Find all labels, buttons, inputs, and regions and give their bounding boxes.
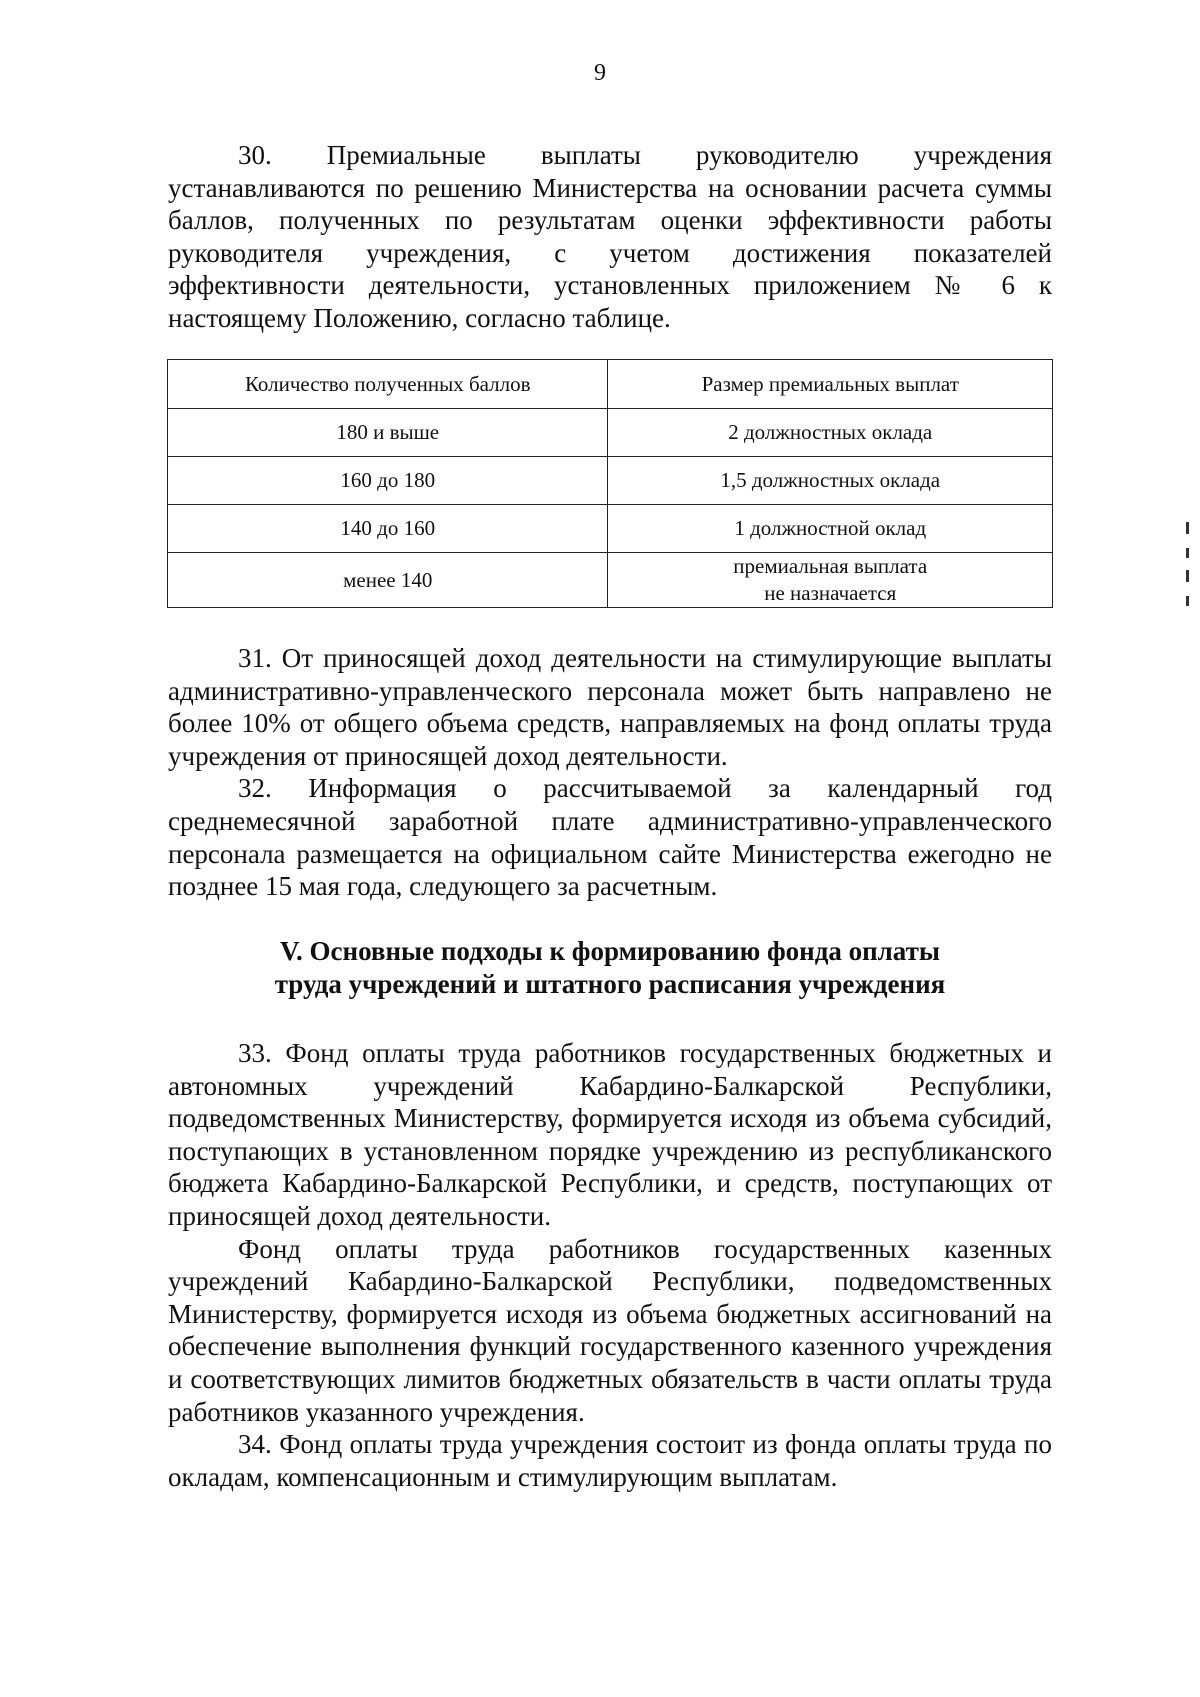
paragraph-33-continued: Фонд оплаты труда работников государственных казенных учреждений Кабардино-Балкарской Республики, подведомственных Министерству, формируется исходя из объема бюджетных ассигнований на обеспечение выполнения функций государственного казенного учреждения и соответствующих лимитов бюджетных обязательств в части оплаты труда работников указанного учреждения. xyxy=(168,1233,1052,1427)
scan-edge-mark xyxy=(1186,522,1189,534)
section-5-heading xyxy=(168,935,1052,1000)
scan-edge-mark xyxy=(1186,596,1189,606)
header-points: Количество полученных баллов xyxy=(168,360,608,409)
scan-edge-mark xyxy=(1186,570,1189,582)
cell-points: 180 и выше xyxy=(168,409,608,457)
cell-payment: 2 должностных оклада xyxy=(608,409,1053,457)
table-row xyxy=(168,553,1053,608)
cell-payment: 1 должностной оклад xyxy=(608,505,1053,553)
cell-payment-line-2: не назначается xyxy=(764,581,897,605)
paragraph-34: 34. Фонд оплаты труда учреждения состоит из фонда оплаты труда по окладам, компенсационным и стимулирующим выплатам. xyxy=(168,1429,1052,1492)
page-number: 9 xyxy=(594,60,606,86)
cell-payment: 1,5 должностных оклада xyxy=(608,457,1053,505)
paragraphs-33-34-block xyxy=(168,1037,1052,1493)
table-row xyxy=(168,505,1053,553)
bonus-payment-table xyxy=(167,359,1053,608)
cell-payment xyxy=(608,553,1053,608)
paragraph-32: 32. Информация о рассчитываемой за календарный год среднемесячной заработной плате административно-управленческого персонала размещается на официальном сайте Министерства ежегодно не позднее 15 мая года, следующего за расчетным. xyxy=(168,773,1052,902)
section-heading-line-2: труда учреждений и штатного расписания учреждения xyxy=(274,968,946,999)
cell-points: 160 до 180 xyxy=(168,457,608,505)
table-row xyxy=(168,457,1053,505)
cell-points: менее 140 xyxy=(168,553,608,608)
paragraph-33: 33. Фонд оплаты труда работников государственных бюджетных и автономных учреждений Кабардино-Балкарской Республики, подведомственных Министерству, формируется исходя из объема субсидий, поступающих в установленном порядке учреждению из республиканского бюджета Кабардино-Балкарской Республики, и средств, поступающих от приносящей доход деятельности. xyxy=(168,1038,1052,1231)
header-payment: Размер премиальных выплат xyxy=(608,360,1053,409)
scan-edge-mark xyxy=(1186,548,1189,558)
paragraph-30: 30. Премиальные выплаты руководителю учреждения устанавливаются по решению Министерства на основании расчета суммы баллов, полученных по результатам оценки эффективности работы руководителя учреждения, с учетом достижения показателей эффективности деятельности, установленных приложением № 6 к настоящему Положению, согласно таблице. xyxy=(168,140,1052,333)
paragraph-30-block xyxy=(168,139,1052,335)
paragraphs-31-32-block xyxy=(168,642,1052,903)
cell-payment-line-1: премиальная выплата xyxy=(733,554,928,578)
table-header-row xyxy=(168,360,1053,409)
paragraph-31: 31. От приносящей доход деятельности на стимулирующие выплаты административно-управленческого персонала может быть направлено не более 10% от общего объема средств, направляемых на фонд оплаты труда учреждения от приносящей доход деятельности. xyxy=(168,643,1052,771)
cell-points: 140 до 160 xyxy=(168,505,608,553)
table-row xyxy=(168,409,1053,457)
section-heading-line-1: V. Основные подходы к формированию фонда оплаты xyxy=(280,936,940,966)
